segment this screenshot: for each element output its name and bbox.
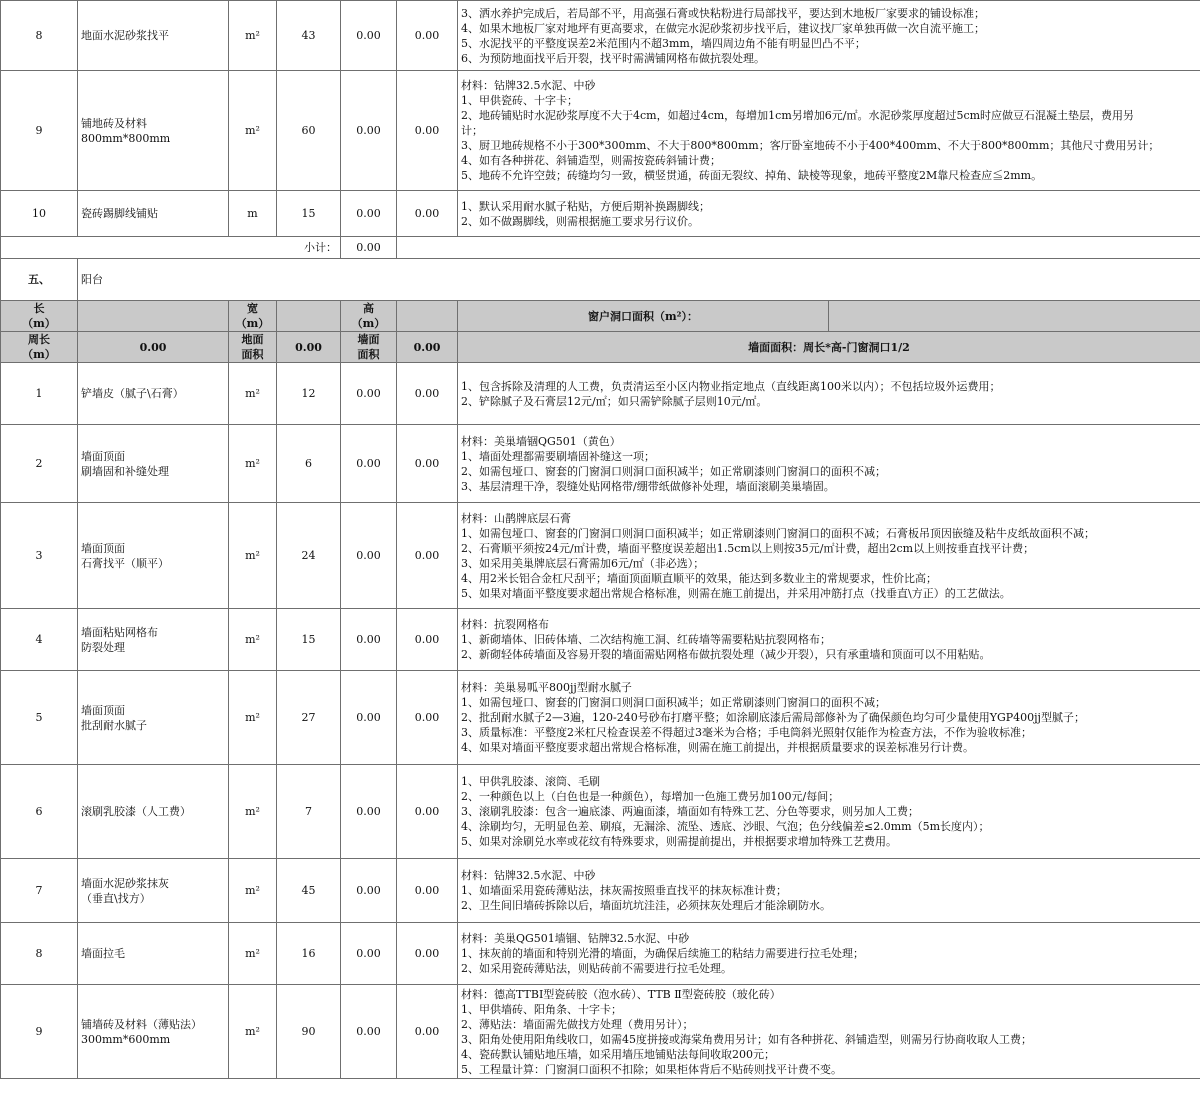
item-number[interactable]: 2 — [1, 425, 78, 503]
item-description-line: 材料：美巢墙锢QG501（黄色） — [461, 434, 621, 448]
sheet-body — [1, 1, 1200, 1079]
item-description-line: 3、质量标准：平整度2米杠尺检查误差不得超过3毫米为合格；手电筒斜光照射仅能作为检查方法，不作为验收标准； — [461, 726, 1032, 739]
item-description-line: 1、如墙面采用瓷砖薄贴法，抹灰需按照垂直找平的抹灰标准计费； — [461, 884, 787, 897]
item-description-line: 1、甲供墙砖、阳角条、十字卡； — [461, 1002, 622, 1016]
item-description-line: 4、如果木地板厂家对地坪有更高要求，在做完水泥砂浆初步找平后，建议找厂家单独再做一次自流平施工； — [461, 21, 985, 35]
wall-area-label — [341, 332, 397, 363]
item-description-line: 5、水泥找平的平整度误差2米范围内不超3mm，墙四周边角不能有明显凹凸不平； — [461, 36, 866, 50]
item-name[interactable] — [78, 985, 229, 1079]
item-description-line: 1、默认采用耐水腻子粘贴，方便后期补换踢脚线； — [461, 199, 710, 213]
subtotal-row — [1, 237, 1200, 259]
item-description-line: 4、涂刷均匀，无明显色差、刷痕，无漏涂、流坠、透底、沙眼、气泡；色分线偏差≤2.0mm（5m长度内）； — [461, 820, 990, 833]
item-number[interactable]: 1 — [1, 363, 78, 425]
item-name-line: 墙面顶面 — [81, 703, 125, 717]
item-description[interactable] — [458, 1, 1200, 71]
item-total[interactable]: 0.00 — [397, 363, 458, 425]
item-quantity[interactable]: 6 — [277, 425, 341, 503]
height-label — [341, 301, 397, 332]
ground-area-label — [229, 332, 277, 363]
item-description-line: 材料：抗裂网格布 — [461, 618, 549, 631]
perimeter-label-line: （m） — [22, 348, 56, 361]
section-number: 五、 — [1, 259, 78, 301]
item-description[interactable] — [458, 71, 1200, 191]
item-description-line: 5、地砖不允许空鼓；砖缝均匀一致，横竖贯通，砖面无裂纹、掉角、缺棱等现象，地砖平整度2M靠尺检查应≦2mm。 — [461, 169, 1043, 182]
item-unit-price[interactable]: 0.00 — [341, 503, 397, 609]
item-description[interactable] — [458, 609, 1200, 671]
height-input[interactable] — [397, 301, 458, 332]
item-description-line: 5、如果对墙面平整度要求超出常规合格标准，则需在施工前提出，并采用冲筋打点（找垂直\方正）的工艺做法。 — [461, 586, 1011, 600]
item-quantity[interactable]: 90 — [277, 985, 341, 1079]
item-description-line: 2、地砖铺贴时水泥砂浆厚度不大于4cm，如超过4cm，每增加1cm另增加6元/㎡。水泥砂浆厚度超过5cm时应做豆石混凝土垫层，费用另 — [461, 109, 1135, 122]
item-total[interactable]: 0.00 — [397, 191, 458, 237]
item-description-line: 2、薄贴法：墙面需先做找方处理（费用另计）； — [461, 1017, 694, 1031]
item-description-line: 6、为预防地面找平后开裂，找平时需满铺网格布做抗裂处理。 — [461, 51, 765, 65]
item-name[interactable] — [78, 191, 229, 237]
item-unit[interactable]: m² — [229, 1, 277, 71]
item-total[interactable]: 0.00 — [397, 765, 458, 859]
item-name[interactable] — [78, 425, 229, 503]
item-description[interactable] — [458, 671, 1200, 765]
item-number[interactable]: 4 — [1, 609, 78, 671]
item-name[interactable] — [78, 71, 229, 191]
item-description-line: 材料：钻牌32.5水泥、中砂 — [461, 79, 596, 92]
item-quantity[interactable]: 7 — [277, 765, 341, 859]
item-description-line: 1、如需包垭口、窗套的门窗洞口则洞口面积减半；如正常刷漆则门窗洞口的面积不减；石膏板吊顶因嵌缝及粘牛皮纸故面积不减； — [461, 526, 1095, 540]
table-row — [1, 609, 1200, 671]
table-row — [1, 425, 1200, 503]
item-unit[interactable]: m² — [229, 71, 277, 191]
item-quantity[interactable]: 43 — [277, 1, 341, 71]
length-input[interactable] — [78, 301, 229, 332]
ground-area-value[interactable]: 0.00 — [277, 332, 341, 363]
item-unit-price[interactable]: 0.00 — [341, 859, 397, 923]
perimeter-label — [1, 332, 78, 363]
table-row — [1, 71, 1200, 191]
item-unit[interactable]: m² — [229, 671, 277, 765]
item-total[interactable]: 0.00 — [397, 425, 458, 503]
item-description[interactable] — [458, 503, 1200, 609]
item-name-line: 铲墙皮（腻子\石膏） — [81, 387, 184, 400]
window-area-label: 窗户洞口面积（m²）： — [458, 301, 829, 332]
item-name-line: 墙面水泥砂浆抹灰 — [81, 876, 169, 890]
dimension-header-2 — [1, 332, 1200, 363]
item-name[interactable] — [78, 671, 229, 765]
item-name[interactable] — [78, 1, 229, 71]
table-row — [1, 671, 1200, 765]
item-description-line: 1、如需包垭口、窗套的门窗洞口则洞口面积减半；如正常刷漆则门窗洞口的面积不减； — [461, 696, 886, 709]
item-unit[interactable]: m² — [229, 859, 277, 923]
item-description-line: 材料：钻牌32.5水泥、中砂 — [461, 869, 596, 882]
item-name-line: 墙面粘贴网格布 — [81, 625, 158, 639]
item-description-line: 2、如采用瓷砖薄贴法，则贴砖前不需要进行拉毛处理。 — [461, 962, 732, 975]
item-description-line: 3、基层清理干净，裂缝处贴网格带/绷带纸做修补处理，墙面滚刷美巢墙固。 — [461, 479, 835, 493]
item-description-line: 4、用2米长铝合金杠尺刮平；墙面顶面顺直顺平的效果，能达到多数业主的常规要求，性价比高； — [461, 571, 937, 585]
item-description-line: 1、包含拆除及清理的人工费，负责清运至小区内物业指定地点（直线距离100米以内）；不包括垃圾外运费用； — [461, 379, 1001, 393]
item-quantity[interactable]: 12 — [277, 363, 341, 425]
item-description-line: 2、新砌轻体砖墙面及容易开裂的墙面需贴网格布做抗裂处理（减少开裂），只有承重墙和顶面可以不用粘贴。 — [461, 648, 991, 661]
item-description-line: 2、如需包垭口、窗套的门窗洞口则洞口面积减半；如正常刷漆则门窗洞口的面积不减； — [461, 464, 886, 478]
width-label-line: 宽 — [247, 302, 258, 315]
item-description-line: 3、洒水养护完成后，若局部不平，用高强石膏或快粘粉进行局部找平，要达到木地板厂家要求的铺设标准； — [461, 6, 985, 20]
item-description[interactable] — [458, 363, 1200, 425]
subtotal-label: 小计： — [1, 237, 341, 259]
item-unit-price[interactable]: 0.00 — [341, 425, 397, 503]
item-description[interactable] — [458, 923, 1200, 985]
item-description-line: 2、批刮耐水腻子2—3遍，120-240号砂布打磨平整；如涂刷底漆后需局部修补为了确保颜色均匀可少量使用YGP400jj型腻子； — [461, 711, 1085, 724]
item-unit-price[interactable]: 0.00 — [341, 923, 397, 985]
ground-area-label-line: 地面 — [241, 333, 264, 346]
item-description-line: 5、工程量计算：门窗洞口面积不扣除；如果柜体背后不贴砖则找平计费不变。 — [461, 1062, 842, 1076]
dimension-header-1 — [1, 301, 1200, 332]
item-description-line: 4、如有各种拼花、斜铺造型，则需按瓷砖斜铺计费； — [461, 154, 721, 167]
item-name-line: 铺墙砖及材料（薄贴法） — [81, 1017, 202, 1031]
item-description[interactable] — [458, 765, 1200, 859]
item-total[interactable]: 0.00 — [397, 503, 458, 609]
length-label-line: （m） — [22, 317, 56, 330]
item-number[interactable]: 9 — [1, 985, 78, 1079]
item-description-line: 2、卫生间旧墙砖拆除以后，墙面坑坑洼洼，必须抹灰处理后才能涂刷防水。 — [461, 899, 831, 912]
item-description-line: 2、如不做踢脚线，则需根据施工要求另行议价。 — [461, 214, 699, 228]
item-name-line: 墙面顶面 — [81, 541, 125, 555]
item-description-line: 3、如采用美巢牌底层石膏需加6元/㎡（非必选）； — [461, 556, 705, 570]
section-header — [1, 259, 1200, 301]
wall-area-label-line: 墙面 — [357, 333, 380, 346]
item-total[interactable]: 0.00 — [397, 71, 458, 191]
item-unit-price[interactable]: 0.00 — [341, 71, 397, 191]
item-name-line: （垂直\找方） — [81, 891, 151, 905]
item-description-line: 1、新砌墙体、旧砖体墙、二次结构施工洞、红砖墙等需要粘贴抗裂网格布； — [461, 633, 831, 646]
item-name[interactable] — [78, 765, 229, 859]
item-unit-price[interactable]: 0.00 — [341, 191, 397, 237]
item-unit-price[interactable]: 0.00 — [341, 671, 397, 765]
item-description[interactable] — [458, 191, 1200, 237]
item-description-line: 1、甲供瓷砖、十字卡； — [461, 94, 578, 107]
item-number[interactable]: 3 — [1, 503, 78, 609]
item-unit[interactable]: m² — [229, 985, 277, 1079]
length-label — [1, 301, 78, 332]
item-description-line: 3、阳角处使用阳角线收口，如需45度拼接或海棠角费用另计；如有各种拼花、斜铺造型，则需另行协商收取人工费； — [461, 1032, 1032, 1046]
item-name[interactable] — [78, 609, 229, 671]
subtotal-empty — [397, 237, 1200, 259]
item-description-line: 4、瓷砖默认铺贴地压墙，如采用墙压地铺贴法每间收取200元； — [461, 1047, 775, 1061]
table-row — [1, 765, 1200, 859]
perimeter-value[interactable]: 0.00 — [78, 332, 229, 363]
item-description-line: 2、一种颜色以上（白色也是一种颜色），每增加一色施工费另加100元/每间； — [461, 790, 840, 803]
item-description-line: 3、厨卫地砖规格不小于300*300mm、不大于800*800mm；客厅卧室地砖不小于400*400mm、不大于800*800mm；其他尺寸费用另计； — [461, 139, 1160, 152]
item-total[interactable]: 0.00 — [397, 985, 458, 1079]
width-input[interactable] — [277, 301, 341, 332]
item-quantity[interactable]: 45 — [277, 859, 341, 923]
item-number[interactable]: 6 — [1, 765, 78, 859]
item-name-line: 地面水泥砂浆找平 — [81, 29, 169, 42]
table-row — [1, 985, 1200, 1079]
item-description-line: 1、甲供乳胶漆、滚筒、毛刷 — [461, 775, 600, 788]
item-total[interactable]: 0.00 — [397, 923, 458, 985]
length-label-line: 长 — [33, 302, 45, 315]
table-row — [1, 923, 1200, 985]
item-description[interactable] — [458, 425, 1200, 503]
wall-area-value[interactable]: 0.00 — [397, 332, 458, 363]
window-area-input[interactable] — [829, 301, 1200, 332]
item-name-line: 滚刷乳胶漆（人工费） — [81, 805, 191, 818]
item-unit[interactable]: m² — [229, 363, 277, 425]
perimeter-label-line: 周长 — [28, 333, 50, 346]
item-quantity[interactable]: 60 — [277, 71, 341, 191]
item-name-line: 瓷砖踢脚线铺贴 — [81, 207, 158, 220]
item-name-line: 300mm*600mm — [81, 1032, 171, 1046]
item-total[interactable]: 0.00 — [397, 1, 458, 71]
item-name[interactable] — [78, 503, 229, 609]
item-description-line: 材料：德高TTBⅠ型瓷砖胶（泡水砖）、TTB Ⅱ型瓷砖胶（玻化砖） — [461, 987, 781, 1001]
item-quantity[interactable]: 15 — [277, 191, 341, 237]
item-description-line: 1、抹灰前的墙面和特别光滑的墙面，为确保后续施工的粘结力需要进行拉毛处理； — [461, 947, 864, 960]
item-quantity[interactable]: 24 — [277, 503, 341, 609]
item-name-line: 墙面顶面 — [81, 449, 125, 463]
item-unit-price[interactable]: 0.00 — [341, 363, 397, 425]
item-unit-price[interactable]: 0.00 — [341, 985, 397, 1079]
item-name-line: 铺地砖及材料 — [81, 116, 147, 130]
table-row — [1, 363, 1200, 425]
width-label — [229, 301, 277, 332]
item-name-line: 刷墙固和补缝处理 — [81, 464, 169, 478]
item-description-line: 计； — [461, 124, 483, 137]
item-number[interactable]: 8 — [1, 1, 78, 71]
item-name[interactable] — [78, 923, 229, 985]
item-description-line: 4、如果对墙面平整度要求超出常规合格标准，则需在施工前提出，并根据质量要求的误差标准另行计费。 — [461, 741, 974, 754]
item-description-line: 1、墙面处理都需要刷墙固补缝这一项； — [461, 449, 655, 463]
height-label-line: （m） — [351, 317, 386, 330]
item-number[interactable]: 8 — [1, 923, 78, 985]
item-unit-price[interactable]: 0.00 — [341, 1, 397, 71]
item-description-line: 材料：山鹊牌底层石膏 — [461, 511, 571, 525]
item-name-line: 批刮耐水腻子 — [81, 718, 147, 732]
item-description[interactable] — [458, 985, 1200, 1079]
table-row — [1, 503, 1200, 609]
item-number[interactable]: 9 — [1, 71, 78, 191]
item-description-line: 5、如果对涂刷兑水率或花纹有特殊要求，则需提前提出，并根据要求增加特殊工艺费用。 — [461, 835, 897, 848]
item-description-line: 3、滚刷乳胶漆：包含一遍底漆、两遍面漆，墙面如有特殊工艺、分色等要求，则另加人工费； — [461, 805, 919, 818]
item-unit[interactable]: m² — [229, 609, 277, 671]
item-description-line: 材料：美巢易呱平800jj型耐水腻子 — [461, 681, 632, 694]
item-number[interactable]: 5 — [1, 671, 78, 765]
item-quantity[interactable]: 16 — [277, 923, 341, 985]
item-name[interactable] — [78, 859, 229, 923]
item-name-line: 墙面拉毛 — [81, 947, 125, 960]
item-unit[interactable]: m — [229, 191, 277, 237]
section-title: 阳台 — [78, 259, 1200, 301]
item-number[interactable]: 10 — [1, 191, 78, 237]
item-unit[interactable]: m² — [229, 923, 277, 985]
item-name-line: 石膏找平（顺平） — [81, 556, 169, 570]
item-total[interactable]: 0.00 — [397, 671, 458, 765]
subtotal-value[interactable]: 0.00 — [341, 237, 397, 259]
item-description-line: 2、石膏顺平须按24元/㎡计费，墙面平整度误差超出1.5cm以上则按35元/㎡计费，超出2cm以上则按垂直找平计费； — [461, 541, 1035, 555]
item-name-line: 防裂处理 — [81, 640, 125, 654]
table-row — [1, 1, 1200, 71]
item-name[interactable] — [78, 363, 229, 425]
item-unit-price[interactable]: 0.00 — [341, 765, 397, 859]
item-unit[interactable]: m² — [229, 503, 277, 609]
height-label-line: 高 — [363, 302, 374, 315]
wall-area-label-line: 面积 — [357, 348, 380, 361]
wall-area-formula: 墙面面积：周长*高-门窗洞口1/2 — [458, 332, 1200, 363]
table-row — [1, 191, 1200, 237]
item-quantity[interactable]: 15 — [277, 609, 341, 671]
item-name-line: 800mm*800mm — [81, 131, 171, 145]
width-label-line: （m） — [235, 317, 270, 330]
item-description-line: 2、铲除腻子及石膏层12元/㎡；如只需铲除腻子层则10元/㎡。 — [461, 394, 768, 408]
item-unit-price[interactable]: 0.00 — [341, 609, 397, 671]
item-unit[interactable]: m² — [229, 765, 277, 859]
table-row — [1, 859, 1200, 923]
item-description[interactable] — [458, 859, 1200, 923]
item-total[interactable]: 0.00 — [397, 609, 458, 671]
item-description-line: 材料：美巢QG501墙锢、钻牌32.5水泥、中砂 — [461, 932, 690, 945]
item-number[interactable]: 7 — [1, 859, 78, 923]
ground-area-label-line: 面积 — [241, 348, 264, 361]
item-unit[interactable]: m² — [229, 425, 277, 503]
item-total[interactable]: 0.00 — [397, 859, 458, 923]
item-quantity[interactable]: 27 — [277, 671, 341, 765]
